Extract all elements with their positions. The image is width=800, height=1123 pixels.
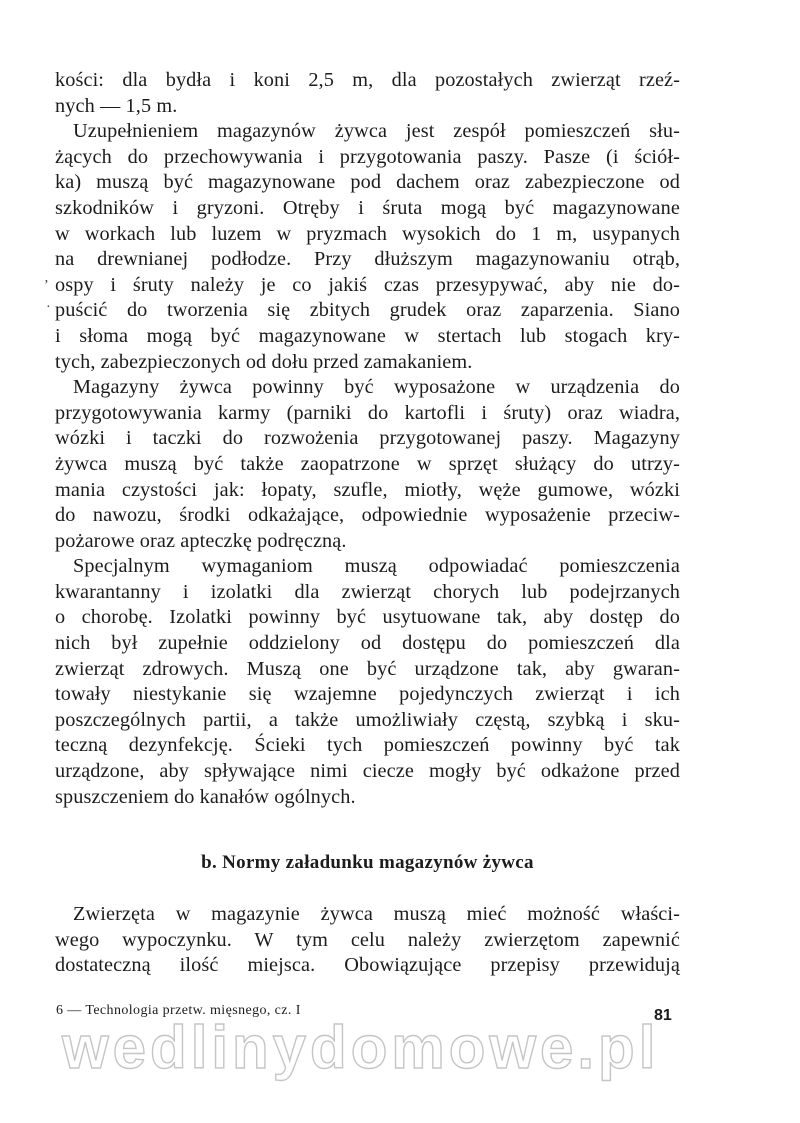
margin-mark: · — [46, 300, 51, 315]
text-line: kości: dla bydła i koni 2,5 m, dla pozostałych zwierząt rzeź- — [55, 69, 680, 91]
text-line: teczną dezynfekcję. Ścieki tych pomieszczeń powinny być tak — [55, 734, 680, 757]
text-line: ospy i śruty należy je co jakiś czas przesypywać, aby nie do- — [55, 273, 680, 296]
paragraph-4 — [55, 554, 680, 810]
text-line: pożarowe oraz apteczkę podręczną. — [55, 529, 347, 552]
text-line: wego wypoczynku. W tym celu należy zwierzętom zapewnić — [55, 928, 680, 951]
text-line: kwarantanny i izolatki dla zwierząt chorych lub podejrzanych — [55, 580, 680, 603]
text-line: tych, zabezpieczonych od dołu przed zamakaniem. — [55, 350, 473, 373]
text-line: wózki i taczki do rozwożenia przygotowanej paszy. Magazyny — [55, 427, 680, 450]
text-line: Uzupełnieniem magazynów żywca jest zespół pomieszczeń słu- — [73, 120, 680, 143]
text-line: puścić do tworzenia się zbitych grudek oraz zaparzenia. Siano — [55, 299, 680, 322]
text-line: dostateczną ilość miejsca. Obowiązujące przepisy przewidują — [55, 954, 680, 977]
page-body — [55, 68, 680, 810]
text-line: spuszczeniem do kanałów ogólnych. — [55, 785, 356, 808]
text-line: poszczególnych partii, a także umożliwiały częstą, szybką i sku- — [55, 708, 680, 731]
section-body — [55, 902, 680, 979]
text-line: nich był zupełnie oddzielony od dostępu do pomieszczeń dla — [55, 632, 680, 655]
text-line: przygotowywania karmy (parniki do kartofli i śruty) oraz wiadra, — [55, 401, 680, 424]
paragraph-2 — [55, 119, 680, 375]
text-line: w workach lub luzem w pryzmach wysokich do 1 m, usypanych — [55, 222, 680, 245]
page-number: 81 — [654, 1007, 672, 1024]
text-line: Magazyny żywca powinny być wyposażone w urządzenia do — [73, 376, 680, 399]
text-line: urządzone, aby spływające nimi ciecze mogły być odkażone przed — [55, 760, 680, 783]
text-line: żywca muszą być także zaopatrzone w sprzęt służący do utrzy- — [55, 452, 680, 475]
text-line: o chorobę. Izolatki powinny być usytuowane tak, aby dostęp do — [55, 606, 680, 629]
text-line: ka) muszą być magazynowane pod dachem oraz zabezpieczone od — [55, 171, 680, 194]
paragraph-1 — [55, 68, 680, 119]
text-line: mania czystości jak: łopaty, szufle, miotły, węże gumowe, wózki — [55, 478, 680, 501]
text-line: żących do przechowywania i przygotowania paszy. Pasze (i ściół- — [55, 145, 680, 168]
text-line: Specjalnym wymaganiom muszą odpowiadać pomieszczenia — [73, 555, 680, 578]
paragraph-5 — [55, 902, 680, 979]
section-heading: b. Normy załadunku magazynów żywca — [201, 852, 534, 873]
text-line: zwierząt zdrowych. Muszą one być urządzone tak, aby gwaran- — [55, 657, 680, 680]
text-line: nych — 1,5 m. — [55, 94, 178, 117]
text-line: do nawozu, środki odkażające, odpowiednie wyposażenie przeciw- — [55, 504, 680, 527]
margin-mark: ʼ — [44, 278, 49, 293]
text-line: na drewnianej podłodze. Przy dłuższym magazynowaniu otrąb, — [55, 248, 680, 271]
paragraph-3 — [55, 375, 680, 554]
text-line: szkodników i gryzoni. Otręby i śruta mogą być magazynowane — [55, 196, 680, 219]
text-line: Zwierzęta w magazynie żywca muszą mieć możność właści- — [73, 903, 680, 925]
watermark: wedlinydomowe.pl — [62, 1014, 660, 1081]
footer-reference: 6 — Technologia przetw. mięsnego, cz. I — [56, 1003, 301, 1018]
text-line: towały niestykanie się wzajemne pojedynczych zwierząt i ich — [55, 683, 680, 706]
text-line: i słoma mogą być magazynowane w stertach lub stogach kry- — [55, 324, 680, 347]
